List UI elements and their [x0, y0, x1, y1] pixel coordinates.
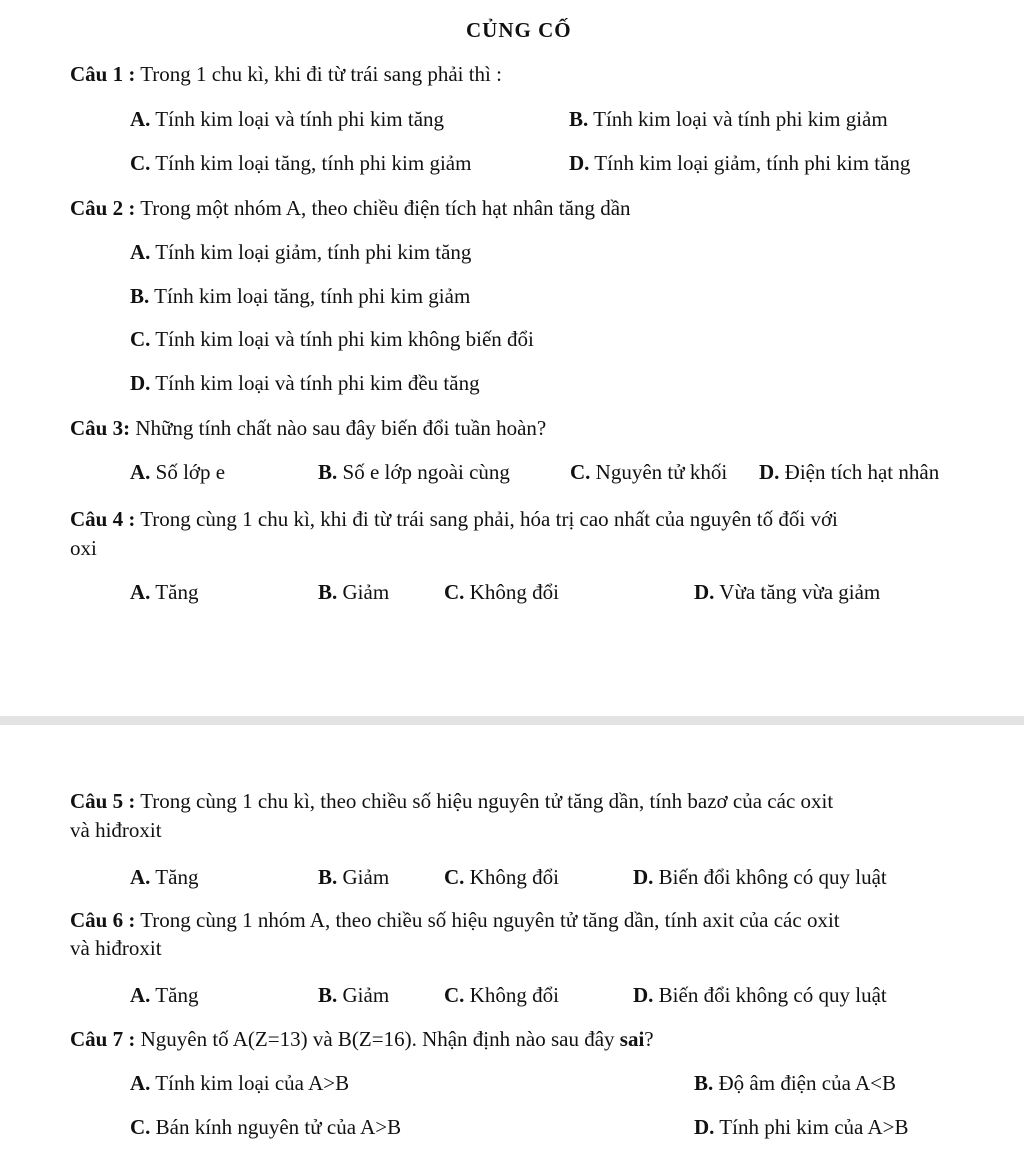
q3-option-a: A. Số lớp e — [130, 460, 226, 484]
q4-option-b: B. Giảm — [318, 580, 390, 604]
question-7: Câu 7 : Nguyên tố A(Z=13) và B(Z=16). Nhận định nào sau đây sai? — [70, 1027, 654, 1051]
page-title: CỦNG CỐ — [466, 18, 572, 42]
q1-option-a: A. Tính kim loại và tính phi kim tăng — [130, 107, 445, 131]
q1-option-b: B. Tính kim loại và tính phi kim giảm — [569, 107, 888, 131]
q4-option-d: D. Vừa tăng vừa giảm — [694, 580, 881, 604]
question-text: Trong cùng 1 chu kì, theo chiều số hiệu nguyên tử tăng dần, tính bazơ của các oxit — [135, 789, 834, 813]
q7-option-b: B. Độ âm điện của A<B — [694, 1071, 896, 1095]
q2-option-c: C. Tính kim loại và tính phi kim không biến đổi — [130, 327, 534, 351]
question-4-continued: oxi — [70, 536, 97, 560]
q2-option-b: B. Tính kim loại tăng, tính phi kim giảm — [130, 284, 471, 308]
question-5 — [70, 789, 833, 814]
question-5-continued: và hiđroxit — [70, 818, 162, 842]
question-text: Những tính chất nào sau đây biến đổi tuần hoàn? — [130, 416, 547, 440]
question-emphasis: sai — [619, 1027, 645, 1051]
question-6 — [70, 908, 840, 933]
question-3 — [70, 416, 546, 441]
q5-option-d: D. Biến đổi không có quy luật — [633, 865, 887, 889]
question-label: Câu 6 : — [70, 908, 136, 932]
q2-option-a: A. Tính kim loại giảm, tính phi kim tăng — [130, 240, 472, 264]
q5-option-a: A. Tăng — [130, 865, 199, 889]
q7-option-a: A. Tính kim loại của A>B — [130, 1071, 350, 1095]
question-text: Trong cùng 1 chu kì, khi đi từ trái sang phải, hóa trị cao nhất của nguyên tố đối với — [135, 507, 838, 531]
question-label: Câu 2 : — [70, 196, 136, 220]
q6-option-d: D. Biến đổi không có quy luật — [633, 983, 887, 1007]
q3-option-c: C. Nguyên tử khối — [570, 460, 728, 484]
page-divider — [0, 716, 1024, 725]
question-label: Câu 1 : — [70, 62, 136, 86]
question-label: Câu 5 : — [70, 789, 136, 813]
question-text: Nguyên tố A(Z=13) và B(Z=16). Nhận định nào sau đây — [135, 1027, 620, 1051]
q3-option-b: B. Số e lớp ngoài cùng — [318, 460, 510, 484]
question-2 — [70, 196, 631, 221]
q2-option-d: D. Tính kim loại và tính phi kim đều tăng — [130, 371, 480, 395]
question-text: Trong cùng 1 nhóm A, theo chiều số hiệu nguyên tử tăng dần, tính axit của các oxit — [135, 908, 840, 932]
q4-option-c: C. Không đổi — [444, 580, 559, 604]
worksheet-page-2 — [0, 725, 1024, 1155]
q6-option-c: C. Không đổi — [444, 983, 559, 1007]
q7-option-d: D. Tính phi kim của A>B — [694, 1115, 909, 1139]
q7-option-c: C. Bán kính nguyên tử của A>B — [130, 1115, 402, 1139]
q5-option-c: C. Không đổi — [444, 865, 559, 889]
question-label: Câu 4 : — [70, 507, 136, 531]
q5-option-b: B. Giảm — [318, 865, 390, 889]
question-1 — [70, 62, 502, 87]
q1-option-c: C. Tính kim loại tăng, tính phi kim giảm — [130, 151, 472, 175]
question-text: Trong 1 chu kì, khi đi từ trái sang phải thì : — [135, 62, 502, 86]
question-label: Câu 7 : — [70, 1027, 136, 1051]
q1-option-d: D. Tính kim loại giảm, tính phi kim tăng — [569, 151, 911, 175]
question-text: Trong một nhóm A, theo chiều điện tích hạt nhân tăng dần — [135, 196, 631, 220]
q3-option-d: D. Điện tích hạt nhân — [759, 460, 940, 484]
q6-option-b: B. Giảm — [318, 983, 390, 1007]
q4-option-a: A. Tăng — [130, 580, 199, 604]
question-6-continued: và hiđroxit — [70, 936, 162, 960]
q6-option-a: A. Tăng — [130, 983, 199, 1007]
question-4 — [70, 507, 838, 532]
question-label: Câu 3: — [70, 416, 131, 440]
